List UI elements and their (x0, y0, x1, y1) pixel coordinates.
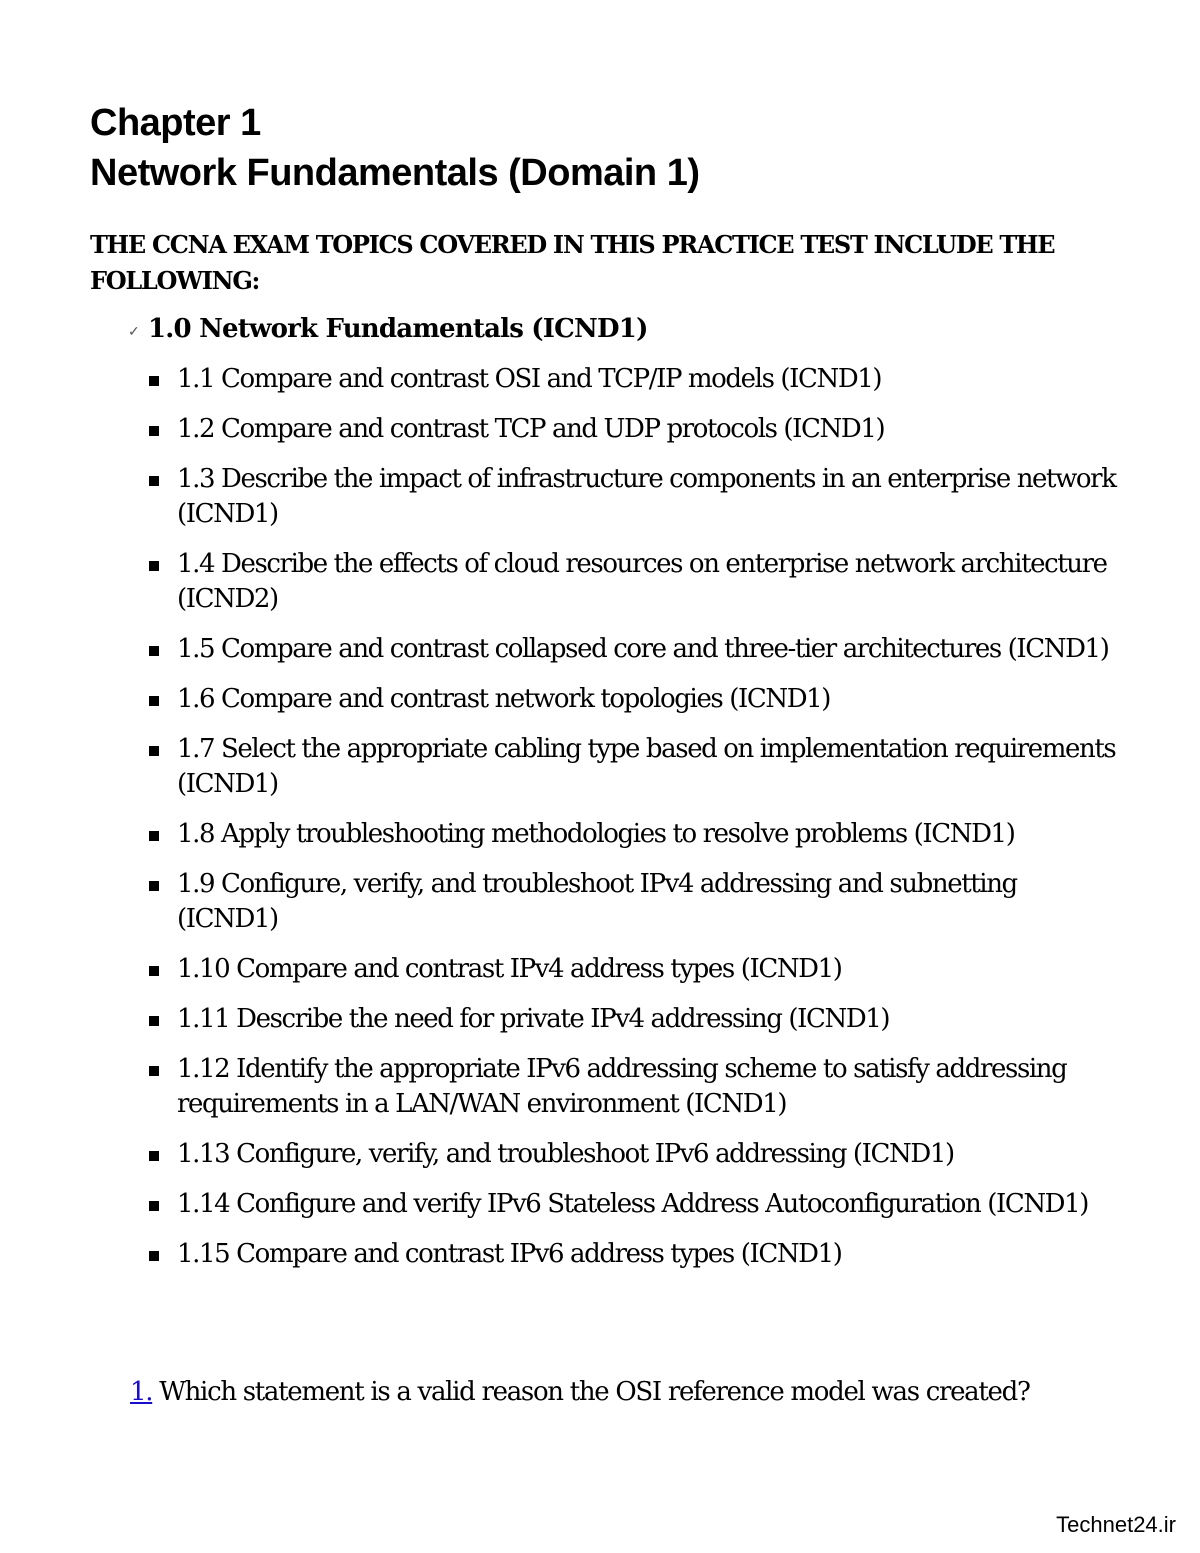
list-item (146, 1187, 1116, 1222)
square-bullet-icon (149, 1016, 159, 1026)
objective-text: 1.9 Configure, verify, and troubleshoot IPv4 addressing and subnetting (ICND1) (177, 869, 1017, 934)
objective-text: 1.4 Describe the effects of cloud resources on enterprise network architecture (ICND2) (177, 549, 1107, 614)
list-item (146, 732, 1116, 802)
list-item (146, 867, 1116, 937)
square-bullet-icon (149, 561, 159, 571)
list-item (146, 632, 1116, 667)
check-icon: ✓ (128, 324, 139, 340)
list-item (146, 1002, 1116, 1037)
list-item (146, 1137, 1116, 1172)
question-number-link[interactable]: 1. (130, 1377, 153, 1407)
list-item (146, 1052, 1116, 1122)
objective-text: 1.2 Compare and contrast TCP and UDP protocols (ICND1) (177, 414, 885, 444)
list-item (146, 362, 1116, 397)
watermark: Technet24.ir (1056, 1512, 1176, 1537)
objective-text: 1.7 Select the appropriate cabling type based on implementation requirements (ICND1) (177, 734, 1116, 799)
objective-text: 1.1 Compare and contrast OSI and TCP/IP models (ICND1) (177, 364, 882, 394)
objective-text: 1.6 Compare and contrast network topologies (ICND1) (177, 684, 831, 714)
square-bullet-icon (149, 376, 159, 386)
objective-text: 1.15 Compare and contrast IPv6 address types (ICND1) (177, 1239, 842, 1269)
question-text: Which statement is a valid reason the OSI reference model was created? (159, 1377, 1030, 1407)
square-bullet-icon (149, 476, 159, 486)
question-1 (130, 1374, 1030, 1410)
list-item (146, 412, 1116, 447)
objective-text: 1.11 Describe the need for private IPv4 addressing (ICND1) (177, 1004, 890, 1034)
square-bullet-icon (149, 426, 159, 436)
objectives-list (146, 362, 1116, 1272)
list-item (146, 462, 1116, 532)
list-item (146, 817, 1116, 852)
square-bullet-icon (149, 1201, 159, 1211)
list-item (146, 547, 1116, 617)
list-item (146, 1237, 1116, 1272)
square-bullet-icon (149, 1151, 159, 1161)
chapter-number: Chapter 1 (90, 102, 261, 144)
list-item (146, 952, 1116, 987)
square-bullet-icon (149, 881, 159, 891)
objective-text: 1.8 Apply troubleshooting methodologies to resolve problems (ICND1) (177, 819, 1015, 849)
objective-text: 1.13 Configure, verify, and troubleshoot IPv6 addressing (ICND1) (177, 1139, 954, 1169)
objective-text: 1.10 Compare and contrast IPv4 address types (ICND1) (177, 954, 842, 984)
square-bullet-icon (149, 1251, 159, 1261)
chapter-name: Network Fundamentals (Domain 1) (90, 152, 700, 194)
objective-text: 1.14 Configure and verify IPv6 Stateless Address Autoconfiguration (ICND1) (177, 1189, 1088, 1219)
domain-heading (128, 310, 648, 351)
list-item (146, 682, 1116, 717)
square-bullet-icon (149, 646, 159, 656)
square-bullet-icon (149, 696, 159, 706)
objective-text: 1.5 Compare and contrast collapsed core and three-tier architectures (ICND1) (177, 634, 1109, 664)
exam-topics-heading: THE CCNA EXAM TOPICS COVERED IN THIS PRACTICE TEST INCLUDE THE FOLLOWING: (90, 230, 1055, 295)
chapter-title (90, 98, 699, 198)
square-bullet-icon (149, 1066, 159, 1076)
square-bullet-icon (149, 966, 159, 976)
square-bullet-icon (149, 831, 159, 841)
objective-text: 1.12 Identify the appropriate IPv6 addressing scheme to satisfy addressing requirements in a LAN/WAN environment (ICND1) (177, 1054, 1067, 1119)
objective-text: 1.3 Describe the impact of infrastructure components in an enterprise network (ICND1) (177, 464, 1116, 529)
domain-title: 1.0 Network Fundamentals (ICND1) (148, 314, 648, 344)
square-bullet-icon (149, 746, 159, 756)
